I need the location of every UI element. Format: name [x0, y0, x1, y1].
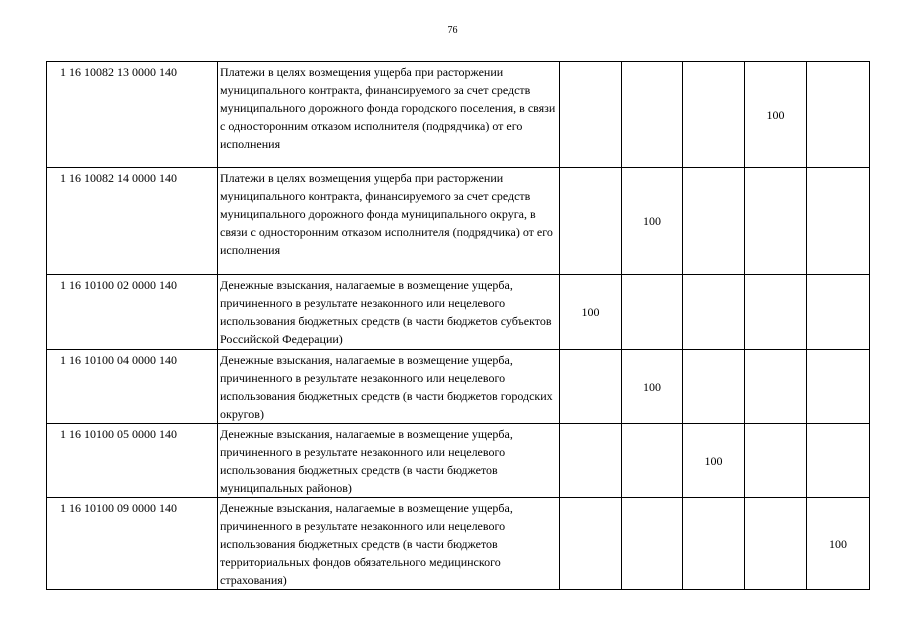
percent-cell	[745, 168, 807, 275]
percent-cell: 100	[745, 62, 807, 168]
percent-cell: 100	[683, 424, 745, 498]
percent-cell: 100	[807, 498, 870, 590]
percent-cell	[560, 62, 622, 168]
percent-cell	[560, 350, 622, 424]
percent-cell	[560, 424, 622, 498]
revenue-code-cell: 1 16 10100 09 0000 140	[47, 498, 218, 590]
revenue-description-cell: Денежные взыскания, налагаемые в возмещение ущерба, причиненного в результате незаконного или нецелевого использования бюджетных средств (в части бюджетов городских округов)	[218, 350, 560, 424]
revenue-code-cell: 1 16 10082 13 0000 140	[47, 62, 218, 168]
percent-cell	[683, 62, 745, 168]
percent-cell	[560, 498, 622, 590]
revenue-description-cell: Денежные взыскания, налагаемые в возмещение ущерба, причиненного в результате незаконного или нецелевого использования бюджетных средств (в части бюджетов муниципальных районов)	[218, 424, 560, 498]
percent-cell	[622, 424, 683, 498]
percent-cell	[745, 275, 807, 350]
percent-cell	[807, 62, 870, 168]
revenue-code-cell: 1 16 10100 05 0000 140	[47, 424, 218, 498]
percent-cell	[807, 424, 870, 498]
percent-cell	[807, 275, 870, 350]
table-row	[47, 498, 870, 590]
budget-revenue-table	[46, 61, 870, 590]
percent-cell	[745, 424, 807, 498]
percent-cell	[745, 498, 807, 590]
revenue-description-cell: Платежи в целях возмещения ущерба при расторжении муниципального контракта, финансируемого за счет средств муниципального дорожного фонда муниципального округа, в связи с односторонним отказом исполнителя (подрядчика) от его исполнения	[218, 168, 560, 275]
percent-cell	[622, 275, 683, 350]
revenue-description-cell: Денежные взыскания, налагаемые в возмещение ущерба, причиненного в результате незаконного или нецелевого использования бюджетных средств (в части бюджетов субъектов Российской Федерации)	[218, 275, 560, 350]
percent-cell	[622, 498, 683, 590]
percent-cell: 100	[560, 275, 622, 350]
percent-cell	[560, 168, 622, 275]
percent-cell	[683, 275, 745, 350]
percent-cell	[807, 350, 870, 424]
revenue-code-cell: 1 16 10082 14 0000 140	[47, 168, 218, 275]
table-row	[47, 275, 870, 350]
revenue-code-cell: 1 16 10100 04 0000 140	[47, 350, 218, 424]
percent-cell	[807, 168, 870, 275]
page-number: 76	[447, 25, 458, 36]
table-row	[47, 62, 870, 168]
percent-cell	[683, 350, 745, 424]
table-row	[47, 168, 870, 275]
table-row	[47, 350, 870, 424]
table-row	[47, 424, 870, 498]
revenue-description-cell: Платежи в целях возмещения ущерба при расторжении муниципального контракта, финансируемого за счет средств муниципального дорожного фонда городского поселения, в связи с односторонним отказом исполнителя (подрядчика) от его исполнения	[218, 62, 560, 168]
percent-cell: 100	[622, 350, 683, 424]
revenue-code-cell: 1 16 10100 02 0000 140	[47, 275, 218, 350]
percent-cell	[683, 498, 745, 590]
percent-cell: 100	[622, 168, 683, 275]
percent-cell	[745, 350, 807, 424]
percent-cell	[622, 62, 683, 168]
revenue-description-cell: Денежные взыскания, налагаемые в возмещение ущерба, причиненного в результате незаконного или нецелевого использования бюджетных средств (в части бюджетов территориальных фондов обязательного медицинского страхования)	[218, 498, 560, 590]
percent-cell	[683, 168, 745, 275]
